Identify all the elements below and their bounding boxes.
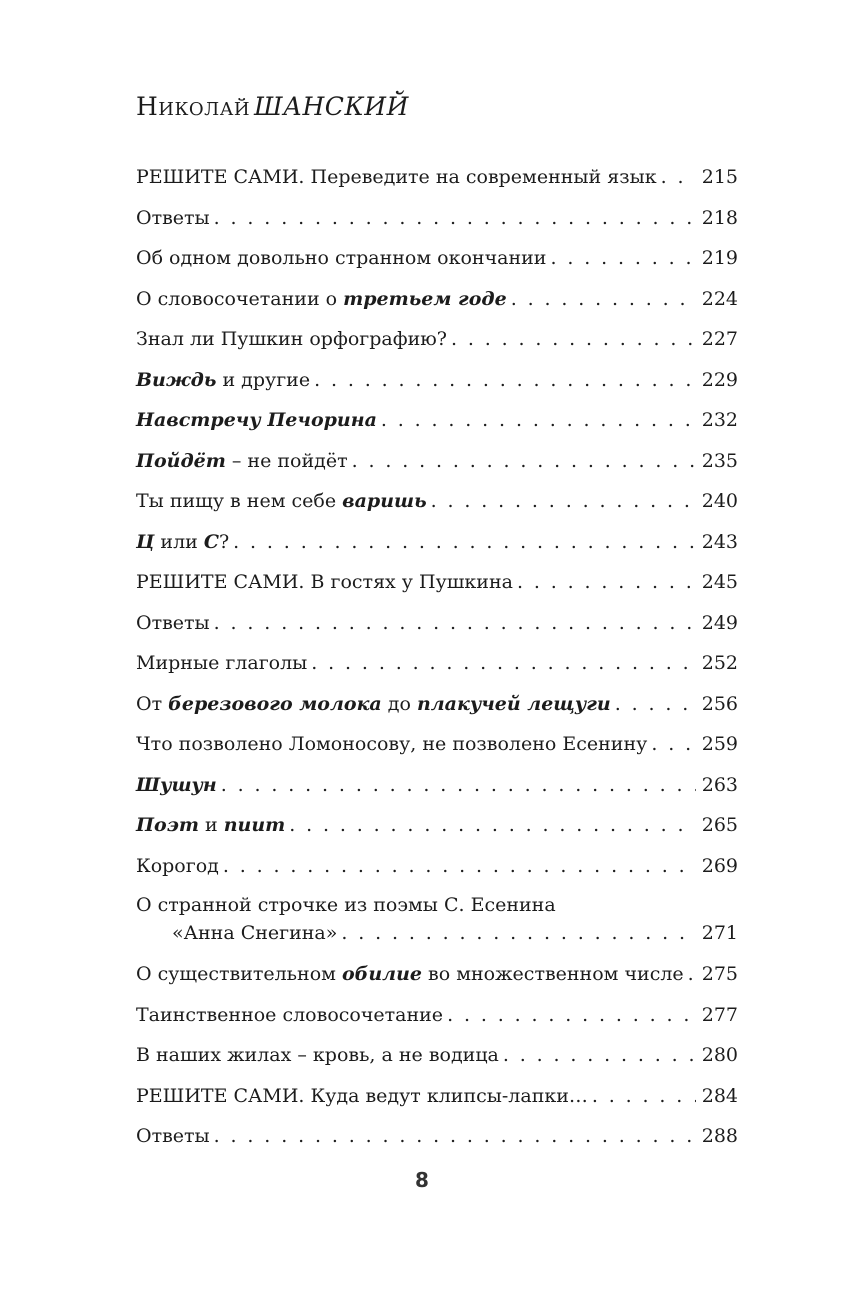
toc-entry-title [136,1035,499,1076]
toc-entry [136,238,738,279]
toc-page-number: 243 [701,530,738,553]
toc-entry-title [136,157,657,198]
toc-entry [136,1035,738,1076]
toc-emphasis: березового молока [168,692,382,715]
toc-entry-row [136,400,738,441]
toc-text: Об одном довольно странном окончании [136,247,547,269]
toc-emphasis: Ц [136,530,155,553]
toc-entry-row [136,1116,738,1157]
toc-text: и [198,814,224,836]
toc-page-number: 259 [701,733,738,755]
toc-emphasis: Навстречу Печорина [136,409,377,431]
toc-entry-row [136,522,738,563]
toc-text: ? [218,530,230,553]
toc-entry-row [136,846,738,887]
toc-text: Знал ли Пушкин орфографию? [136,328,447,350]
toc-page-number: 275 [701,963,738,985]
toc-text: Ты пищу в нем себе [136,490,343,512]
toc-entry [136,522,738,563]
toc-entry [136,995,738,1036]
dot-leader [214,603,696,644]
toc-entry-row [136,684,738,725]
toc-entry-title [136,279,507,320]
toc-entry-row [136,198,738,239]
toc-entry-title [136,765,217,806]
toc-entry [136,198,738,239]
toc-entry-title [136,603,210,644]
toc-text: до [381,692,417,715]
dot-leader [341,918,695,948]
toc-page-number: 227 [701,328,738,350]
toc-entry [136,724,738,765]
toc-entry [136,765,738,806]
toc-entry [136,279,738,320]
toc-entry-row [136,643,738,684]
toc-emphasis: плакучей лещуги [416,692,611,715]
toc-page-number: 263 [701,773,738,796]
toc-entry-row [136,724,738,765]
toc-emphasis: варишь [342,490,427,512]
toc-page-number: 249 [701,611,738,634]
toc-entry-row [136,995,738,1036]
toc-emphasis: Пойдёт [136,449,226,472]
toc-entry-row [136,319,738,360]
toc-page-number: 240 [701,490,738,512]
toc-text: и другие [216,368,311,391]
toc-entry [136,603,738,644]
toc-page-number: 232 [701,409,738,431]
toc-entry [136,886,738,954]
toc-page-number: 219 [701,247,738,269]
toc-entry [136,319,738,360]
dot-leader [517,562,696,603]
toc-text: РЕШИТЕ САМИ. Куда ведут клипсы-лапки… [136,1084,588,1107]
toc-entry-title [136,805,285,846]
toc-entry-row [136,954,738,995]
toc-text: во множественном числе [421,963,684,985]
toc-entry-row [136,157,738,198]
dot-leader [511,279,696,320]
toc-page-number: 280 [701,1044,738,1066]
toc-page-number: 229 [701,368,738,391]
toc-text: От [136,692,169,715]
toc-page-number: 252 [701,652,738,674]
toc-page-number: 271 [701,922,738,944]
toc-text: О существительном [136,963,342,985]
toc-text: «Анна Снегина» [172,922,338,944]
toc-entry-row [136,279,738,320]
toc-entry-row [136,238,738,279]
dot-leader [503,1035,696,1076]
toc-text: Ответы [136,1125,210,1147]
dot-leader [661,157,696,198]
dot-leader [431,481,696,522]
toc-entry-title [136,522,229,563]
toc-page-number: 218 [701,206,738,229]
toc-entry-title [136,360,310,401]
page-number: 8 [415,1168,429,1192]
toc-page-number: 245 [701,571,738,593]
toc-entry-title [136,238,546,279]
toc-entry-row [136,1076,738,1117]
toc-entry [136,157,738,198]
author-last-name: ШАНСКИЙ [254,92,409,121]
toc-page-number: 284 [701,1084,738,1107]
dot-leader [352,441,696,482]
dot-leader [451,319,696,360]
toc-entry [136,805,738,846]
toc-entry-title-line: О странной строчке из поэмы С. Есенина [136,894,556,916]
toc-entry [136,562,738,603]
dot-leader [651,724,695,765]
toc-page-number: 235 [701,449,738,472]
toc-text: Таинственное словосочетание [136,1003,444,1026]
dot-leader [223,846,696,887]
toc-entry-row [136,1035,738,1076]
toc-entry-row [136,562,738,603]
dot-leader [615,684,696,725]
toc-entry-title [136,954,684,995]
toc-text: О словосочетании о [136,287,344,310]
dot-leader [221,765,696,806]
toc-text: Мирные глаголы [136,652,308,674]
toc-text: Что позволено Ломоносову, не позволено Есенину [136,733,648,755]
dot-leader [233,522,696,563]
toc-entry-title [136,441,348,482]
toc-page-number: 269 [701,854,738,877]
toc-text: – не пойдёт [225,449,348,472]
toc-entry-title [136,319,447,360]
dot-leader [381,400,696,441]
toc-entry-row [136,765,738,806]
running-header [136,92,736,128]
dot-leader [289,805,695,846]
toc-text: Ответы [136,611,210,634]
toc-entry-title [136,846,219,887]
author-first-name: Николай [136,92,251,121]
toc-page-number: 215 [701,166,738,188]
toc-text: или [154,530,204,553]
dot-leader [592,1076,696,1117]
toc-entry-title [136,481,427,522]
toc-entry [136,400,738,441]
toc-page-number: 288 [701,1125,738,1147]
toc-text: РЕШИТЕ САМИ. В гостях у Пушкина [136,571,513,593]
toc-entry [136,846,738,887]
table-of-contents [136,157,738,1157]
toc-emphasis: Виждь [136,368,217,391]
dot-leader [688,954,696,995]
toc-entry-title [136,1076,588,1117]
toc-entry [136,481,738,522]
toc-entry-row [136,481,738,522]
toc-entry [136,1116,738,1157]
toc-entry-title [136,995,443,1036]
toc-page-number: 256 [701,692,738,715]
dot-leader [314,360,696,401]
toc-emphasis: С [203,530,219,553]
toc-entry [136,684,738,725]
dot-leader [550,238,695,279]
toc-entry [136,954,738,995]
dot-leader [214,1116,696,1157]
toc-emphasis: пиит [223,814,286,836]
toc-emphasis: третьем годе [343,287,507,310]
toc-text: Корогод [136,854,219,877]
toc-entry-title [172,918,337,948]
toc-entry-title [136,724,647,765]
toc-entry [136,360,738,401]
toc-entry-row [136,805,738,846]
toc-emphasis: Поэт [136,814,199,836]
toc-entry-title [136,562,513,603]
toc-text: В наших жилах – кровь, а не водица [136,1044,499,1066]
toc-entry-row [136,603,738,644]
dot-leader [311,643,695,684]
toc-emphasis: обилие [341,963,422,985]
toc-text: Ответы [136,206,210,229]
toc-entry [136,441,738,482]
toc-entry [136,1076,738,1117]
toc-entry-row [136,441,738,482]
toc-entry [136,643,738,684]
toc-entry-row [136,918,738,948]
toc-page-number: 265 [701,814,738,836]
toc-text: РЕШИТЕ САМИ. Переведите на современный язык [136,166,657,188]
dot-leader [447,995,696,1036]
toc-entry-title [136,643,307,684]
toc-entry-title [136,1116,210,1157]
toc-page-number: 277 [701,1003,738,1026]
toc-page-number: 224 [701,287,738,310]
dot-leader [214,198,696,239]
toc-entry-title [136,400,377,441]
toc-entry-title [136,198,210,239]
toc-entry-title [136,684,611,725]
toc-entry-row [136,360,738,401]
toc-emphasis: Шушун [136,773,217,796]
